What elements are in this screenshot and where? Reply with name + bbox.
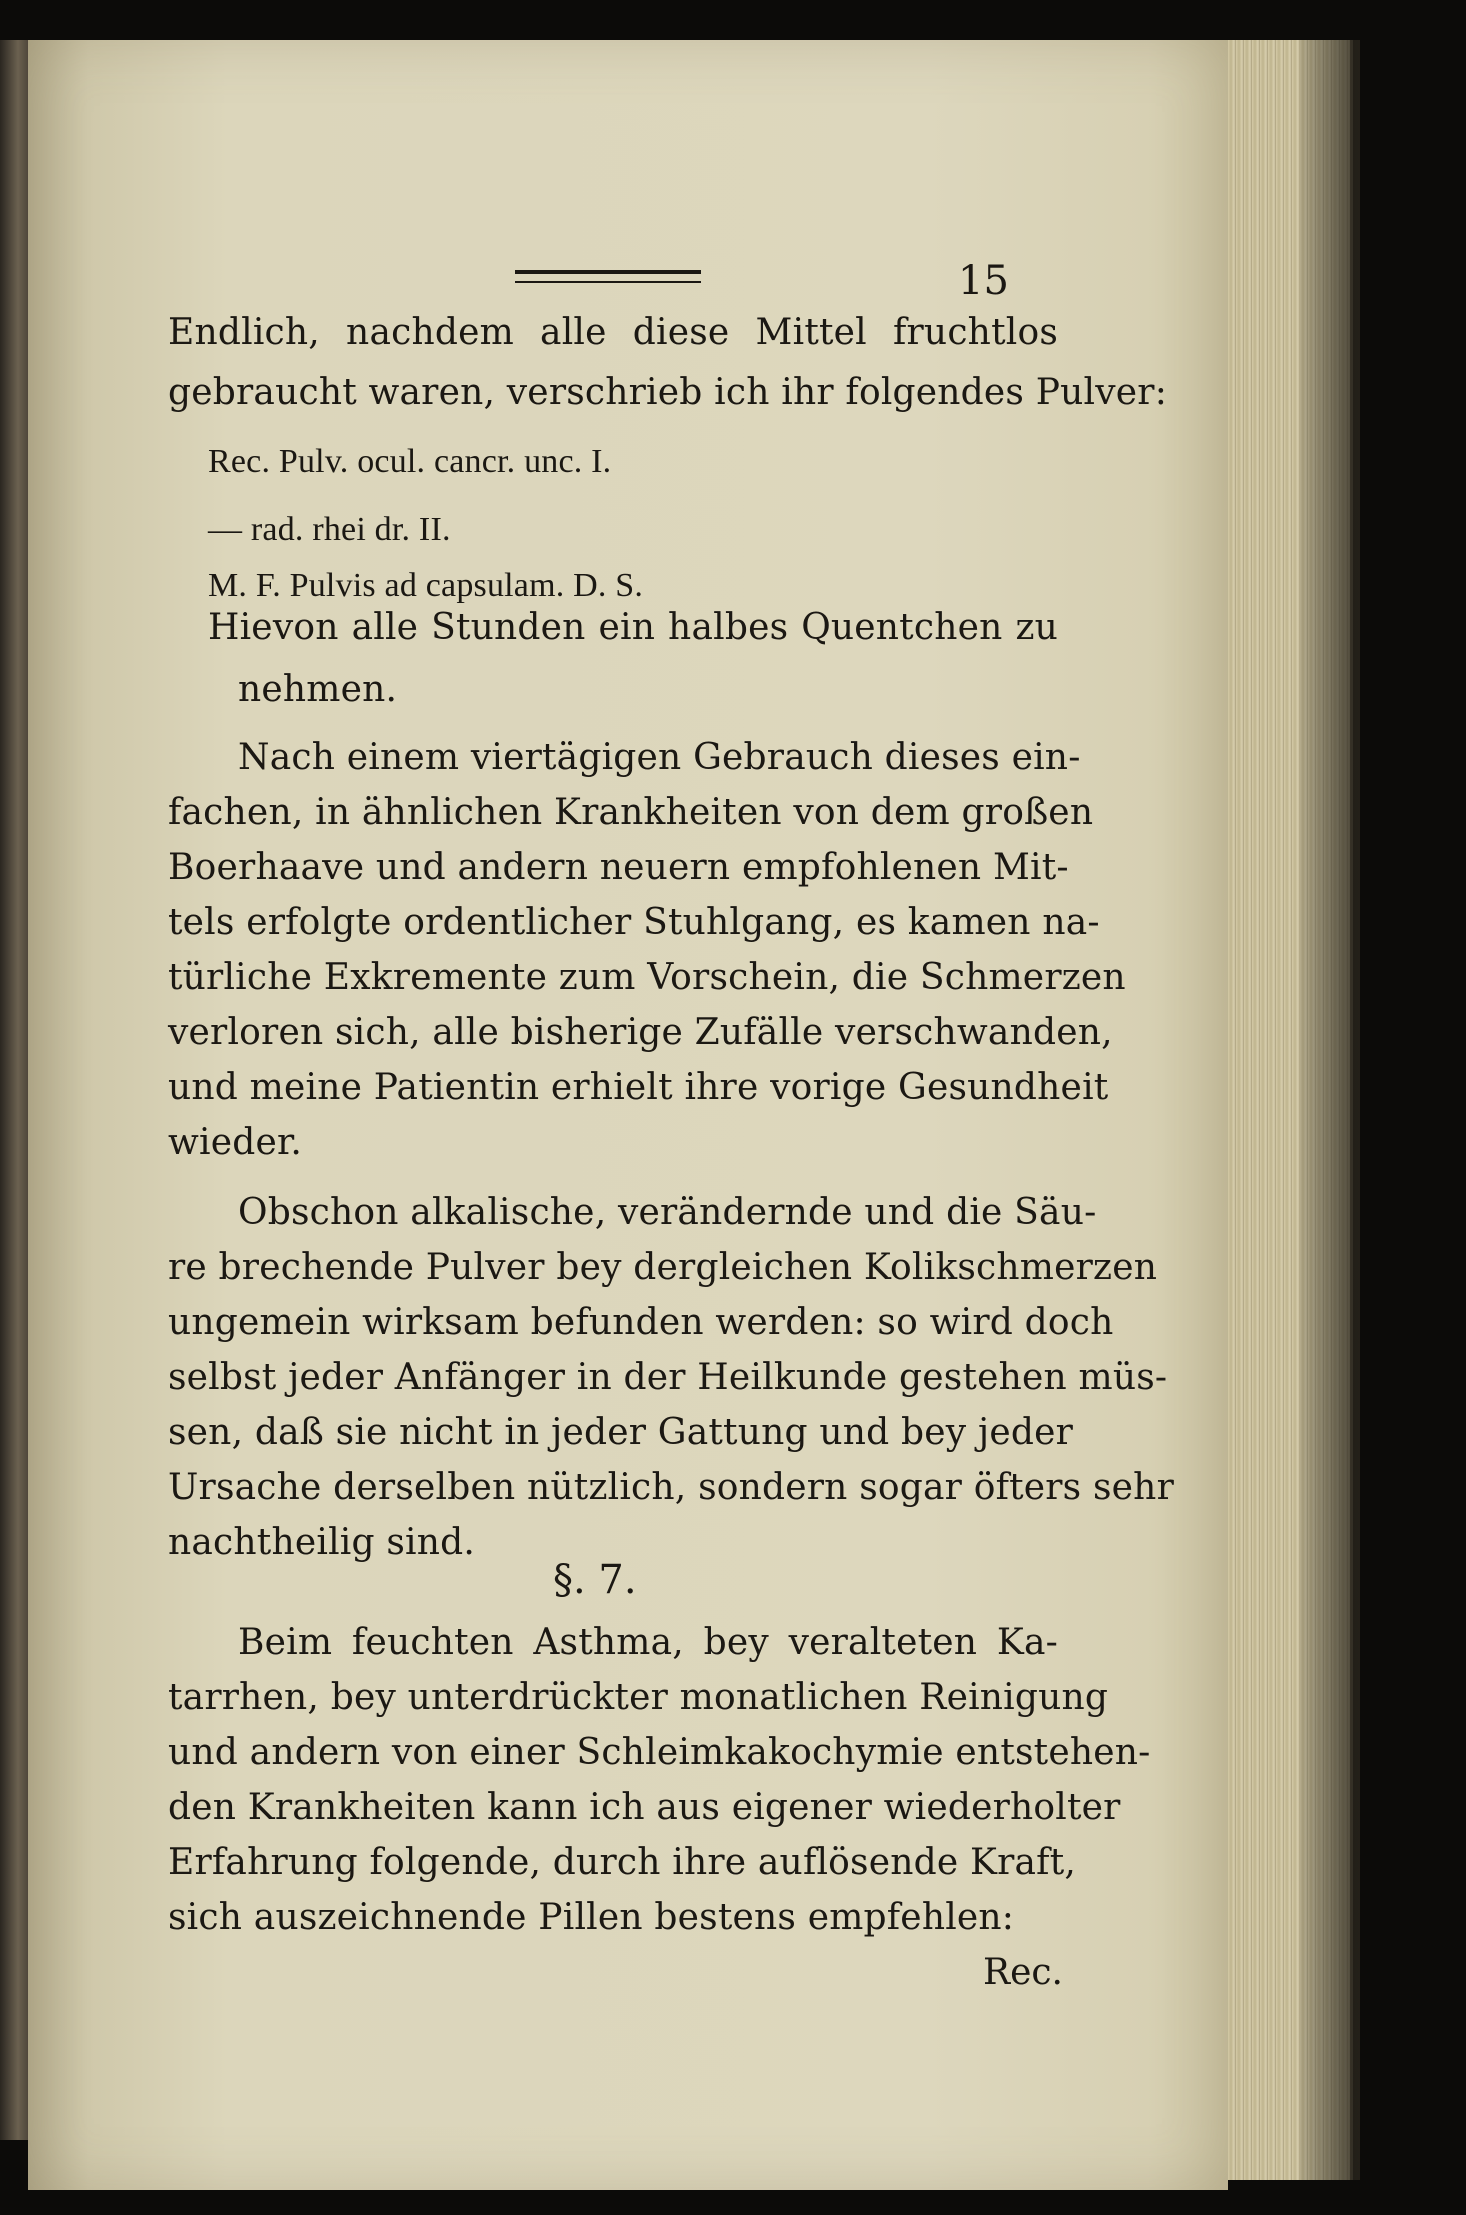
- catchword: Rec.: [982, 1952, 1063, 1993]
- text-line: sen, daß sie nicht in jeder Gattung und bey jeder: [168, 1412, 1073, 1453]
- text-line: Hievon alle Stunden ein halbes Quentchen zu: [208, 607, 1058, 648]
- text-line: sich auszeichnende Pillen bestens empfehlen:: [168, 1897, 1015, 1938]
- text-line: gebraucht waren, verschrieb ich ihr folgendes Pulver:: [168, 372, 1168, 413]
- text-line: Ursache derselben nützlich, sondern sogar öfters sehr: [168, 1467, 1174, 1508]
- text-line: nachtheilig sind.: [168, 1522, 476, 1563]
- paragraph-first-line: Nach einem viertägigen Gebrauch dieses ein-: [238, 737, 1081, 778]
- text-line: türliche Exkremente zum Vorschein, die Schmerzen: [168, 957, 1126, 998]
- text-line: verloren sich, alle bisherige Zufälle verschwanden,: [168, 1012, 1113, 1053]
- facing-page-edge: [0, 40, 30, 2140]
- text-line: wieder.: [168, 1122, 303, 1163]
- recipe-line: — rad. rhei dr. II.: [208, 511, 451, 548]
- paragraph-first-line: Beim feuchten Asthma, bey veralteten Ka-: [238, 1622, 1058, 1663]
- recipe-line: M. F. Pulvis ad capsulam. D. S.: [208, 567, 644, 604]
- text-line: und meine Patientin erhielt ihre vorige Gesundheit: [168, 1067, 1109, 1108]
- recipe-line: Rec. Pulv. ocul. cancr. unc. I.: [208, 443, 612, 480]
- text-line: den Krankheiten kann ich aus eigener wiederholter: [168, 1787, 1121, 1828]
- text-line: Boerhaave und andern neuern empfohlenen Mit-: [168, 847, 1069, 888]
- section-heading: §. 7.: [553, 1557, 637, 1603]
- text-line: tels erfolgte ordentlicher Stuhlgang, es kamen na-: [168, 902, 1100, 943]
- header-rule: [515, 270, 701, 283]
- text-line: Erfahrung folgende, durch ihre auflösende Kraft,: [168, 1842, 1077, 1883]
- text-line: Endlich, nachdem alle diese Mittel fruchtlos: [168, 312, 1058, 353]
- paragraph-first-line: Obschon alkalische, verändernde und die Säu-: [238, 1192, 1097, 1233]
- text-line: re brechende Pulver bey dergleichen Kolikschmerzen: [168, 1247, 1158, 1288]
- book-page: [28, 40, 1228, 2190]
- page-number: 15: [958, 258, 1009, 304]
- text-line: und andern von einer Schleimkakochymie entstehen-: [168, 1732, 1151, 1773]
- text-line: nehmen.: [238, 669, 398, 710]
- text-line: ungemein wirksam befunden werden: so wird doch: [168, 1302, 1114, 1343]
- page-edge-shadow: [1300, 40, 1360, 2180]
- text-line: selbst jeder Anfänger in der Heilkunde gestehen müs-: [168, 1357, 1168, 1398]
- text-line: fachen, in ähnlichen Krankheiten von dem großen: [168, 792, 1094, 833]
- text-line: tarrhen, bey unterdrückter monatlichen Reinigung: [168, 1677, 1109, 1718]
